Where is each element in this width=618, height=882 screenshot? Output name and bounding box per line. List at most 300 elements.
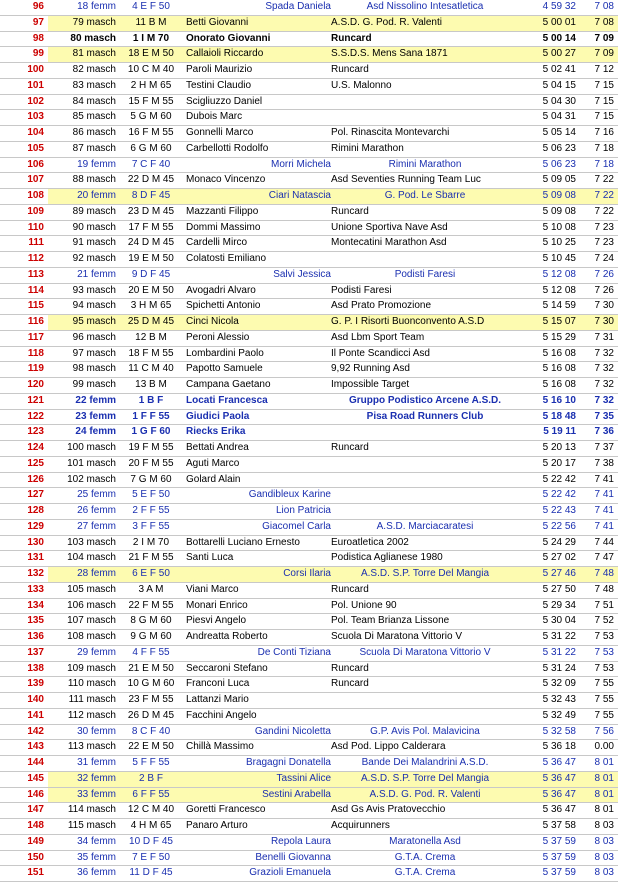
- result-row: [0, 47, 618, 63]
- category-rank-cell: 11 D F 45: [129, 867, 173, 879]
- gender-rank-cell: 31 femm: [77, 757, 116, 768]
- pace-cell: 8 01: [576, 787, 618, 803]
- result-row: [0, 456, 618, 472]
- pace-cell: 7 09: [576, 47, 618, 63]
- club-name-cell: Pol. Rinascita Montevarchi: [331, 127, 450, 138]
- gender-rank-cell: 82 masch: [72, 64, 116, 75]
- category-rank-cell: 7 C F 40: [131, 158, 171, 170]
- position-cell: 147: [27, 804, 44, 816]
- pace-cell: 7 55: [594, 678, 614, 690]
- finish-time-cell: 5 37 59: [542, 867, 576, 879]
- club-name-cell: Gruppo Podistico Arcene A.S.D.: [348, 394, 502, 406]
- pace-cell: 7 22: [576, 189, 618, 205]
- finish-time-cell: 5 02 41: [542, 64, 576, 75]
- position-cell: 140: [27, 694, 44, 705]
- gender-rank-cell: 24 femm: [75, 426, 116, 438]
- club-name-cell: Runcard: [331, 205, 369, 217]
- gender-rank-cell: 98 masch: [72, 363, 116, 375]
- gender-rank-cell: 114 masch: [67, 804, 116, 816]
- category-rank-cell: 7 G M 60: [130, 473, 172, 485]
- club-name-cell: Acquirunners: [331, 820, 390, 831]
- category-rank-cell: 1 F F 55: [132, 410, 170, 422]
- pace-cell: 7 32: [594, 379, 614, 390]
- athlete-name-cell: De Conti Tiziana: [257, 646, 331, 658]
- category-rank-cell: 13 B M: [135, 379, 167, 390]
- position-cell: 102: [27, 95, 44, 107]
- pace-cell: 7 26: [594, 268, 614, 280]
- category-rank-cell: 24 D M 45: [127, 237, 175, 249]
- pace-cell: 7 53: [594, 662, 614, 674]
- athlete-name-cell: Monari Enrico: [186, 599, 248, 611]
- result-row: [0, 425, 618, 441]
- athlete-name-cell: Chillà Massimo: [186, 741, 254, 753]
- result-row: [0, 771, 618, 787]
- result-row: [0, 267, 618, 283]
- gender-rank-cell: 29 femm: [77, 646, 116, 658]
- athlete-name-cell: Sestini Arabella: [186, 787, 331, 803]
- gender-rank-cell: 32 femm: [48, 771, 116, 787]
- result-row: [0, 362, 618, 378]
- category-rank-cell: 2 F F 55: [132, 505, 170, 516]
- position-cell: 123: [27, 426, 44, 438]
- position-cell: 126: [27, 473, 44, 485]
- result-row: [0, 110, 618, 126]
- club-name-cell: Il Ponte Scandicci Asd: [331, 347, 430, 359]
- finish-time-cell: 5 09 08: [519, 189, 576, 205]
- club-name-cell: Scuola Di Maratona Vittorio V: [331, 631, 462, 642]
- athlete-name-cell: Spada Daniela: [265, 1, 331, 12]
- athlete-name-cell: Spichetti Antonio: [186, 300, 261, 312]
- pace-cell: 7 53: [594, 631, 614, 642]
- athlete-name-cell: Aguti Marco: [186, 457, 240, 469]
- category-rank-cell: 12 C M 40: [127, 804, 175, 816]
- gender-rank-cell: 28 femm: [48, 567, 116, 583]
- pace-cell: 7 23: [594, 221, 614, 233]
- result-row: [0, 630, 618, 646]
- position-cell: 144: [27, 757, 44, 768]
- category-rank-cell: 21 F M 55: [128, 552, 174, 564]
- position-cell: 107: [27, 174, 44, 186]
- category-rank-cell: 10 G M 60: [127, 678, 175, 690]
- finish-time-cell: 5 22 42: [542, 473, 576, 485]
- finish-time-cell: 5 14 59: [542, 300, 576, 312]
- category-rank-cell: 7 E F 50: [132, 851, 170, 863]
- club-name-cell: A.S.D. S.P. Torre Del Mangia: [331, 771, 519, 787]
- pace-cell: 7 18: [594, 142, 614, 154]
- category-rank-cell: 4 E F 50: [132, 1, 170, 12]
- gender-rank-cell: 99 masch: [72, 379, 116, 390]
- category-rank-cell: 26 D M 45: [127, 709, 175, 721]
- athlete-name-cell: Piesvi Angelo: [186, 615, 247, 627]
- result-row: [0, 126, 618, 142]
- result-row: [0, 724, 618, 740]
- club-name-cell: 9,92 Running Asd: [331, 363, 410, 375]
- gender-rank-cell: 115 masch: [67, 820, 116, 831]
- club-name-cell: Asd Gs Avis Pratovecchio: [331, 804, 446, 816]
- category-rank-cell: 15 F M 55: [128, 95, 174, 107]
- gender-rank-cell: 92 masch: [72, 253, 116, 264]
- pace-cell: 7 24: [594, 253, 614, 264]
- finish-time-cell: 5 27 46: [519, 567, 576, 583]
- category-rank-cell: 22 E M 50: [128, 741, 174, 753]
- position-cell: 143: [27, 741, 44, 753]
- category-rank-cell: 20 F M 55: [128, 457, 174, 469]
- position-cell: 103: [27, 111, 44, 123]
- athlete-name-cell: Carbellotti Rodolfo: [186, 142, 269, 154]
- position-cell: 110: [27, 221, 44, 233]
- club-name-cell: Pol. Team Brianza Lissone: [331, 615, 450, 627]
- category-rank-cell: 1 G F 60: [131, 426, 171, 438]
- finish-time-cell: 5 22 56: [542, 520, 576, 532]
- athlete-name-cell: Callaioli Riccardo: [186, 47, 331, 63]
- athlete-name-cell: Golard Alain: [186, 473, 241, 485]
- gender-rank-cell: 106 masch: [67, 599, 116, 611]
- gender-rank-cell: 89 masch: [72, 205, 116, 217]
- gender-rank-cell: 101 masch: [67, 457, 116, 469]
- gender-rank-cell: 105 masch: [67, 583, 116, 595]
- club-name-cell: Runcard: [331, 662, 369, 674]
- position-cell: 104: [27, 127, 44, 138]
- pace-cell: 7 38: [594, 457, 614, 469]
- gender-rank-cell: 36 femm: [77, 867, 116, 879]
- position-cell: 131: [27, 552, 44, 564]
- pace-cell: 7 56: [594, 725, 614, 737]
- gender-rank-cell: 83 masch: [72, 79, 116, 91]
- pace-cell: 7 48: [594, 583, 614, 595]
- finish-time-cell: 5 12 08: [542, 268, 576, 280]
- category-rank-cell: 6 G M 60: [130, 142, 172, 154]
- finish-time-cell: 5 12 08: [542, 284, 576, 296]
- athlete-name-cell: Dubois Marc: [186, 111, 243, 123]
- athlete-name-cell: Lombardini Paolo: [186, 347, 264, 359]
- pace-cell: 7 26: [594, 284, 614, 296]
- athlete-name-cell: Dommi Massimo: [186, 221, 261, 233]
- position-cell: 135: [27, 615, 44, 627]
- category-rank-cell: 18 E M 50: [116, 47, 186, 63]
- club-name-cell: [331, 425, 519, 441]
- result-row: [0, 236, 618, 252]
- category-rank-cell: 8 D F 45: [116, 189, 186, 205]
- club-name-cell: Montecatini Marathon Asd: [331, 237, 447, 249]
- category-rank-cell: 16 F M 55: [128, 127, 174, 138]
- result-row: [0, 866, 618, 882]
- pace-cell: 7 55: [594, 709, 614, 721]
- finish-time-cell: 5 19 11: [543, 426, 576, 438]
- gender-rank-cell: 104 masch: [67, 552, 116, 564]
- result-row: [0, 819, 618, 835]
- finish-time-cell: 5 10 08: [542, 221, 576, 233]
- gender-rank-cell: 23 femm: [75, 410, 116, 422]
- position-cell: 98: [32, 32, 44, 44]
- result-row: [0, 598, 618, 614]
- finish-time-cell: 5 37 58: [542, 820, 576, 831]
- position-cell: 120: [27, 379, 44, 390]
- club-name-cell: G.P. Avis Pol. Malavicina: [370, 725, 480, 737]
- result-row: [0, 299, 618, 315]
- pace-cell: 7 32: [594, 347, 614, 359]
- finish-time-cell: 5 00 27: [519, 47, 576, 63]
- finish-time-cell: 5 30 04: [542, 615, 576, 627]
- club-name-cell: Unione Sportiva Nave Asd: [331, 221, 448, 233]
- position-cell: 128: [27, 505, 44, 516]
- pace-cell: 7 32: [594, 394, 614, 406]
- category-rank-cell: 11 B M: [116, 15, 186, 31]
- position-cell: 146: [0, 787, 48, 803]
- position-cell: 122: [27, 410, 44, 422]
- category-rank-cell: 22 D M 45: [127, 174, 175, 186]
- position-cell: 133: [27, 583, 44, 595]
- gender-rank-cell: 93 masch: [72, 284, 116, 296]
- athlete-name-cell: Ciari Natascia: [186, 189, 331, 205]
- athlete-name-cell: Salvi Jessica: [273, 268, 331, 280]
- gender-rank-cell: 107 masch: [67, 615, 116, 627]
- finish-time-cell: 5 10 45: [542, 253, 576, 264]
- category-rank-cell: 19 F M 55: [128, 442, 174, 453]
- gender-rank-cell: 27 femm: [77, 520, 116, 532]
- pace-cell: 7 35: [594, 410, 614, 422]
- position-cell: 150: [27, 851, 44, 863]
- result-row: [0, 834, 618, 850]
- pace-cell: 7 41: [594, 489, 614, 501]
- result-row: [0, 472, 618, 488]
- athlete-name-cell: Grazioli Emanuela: [249, 867, 331, 879]
- athlete-name-cell: Tassini Alice: [186, 771, 331, 787]
- result-row: [0, 614, 618, 630]
- result-row: [0, 15, 618, 31]
- pace-cell: 7 12: [594, 64, 614, 75]
- athlete-name-cell: Andreatta Roberto: [186, 631, 268, 642]
- gender-rank-cell: 109 masch: [67, 662, 116, 674]
- position-cell: 134: [27, 599, 44, 611]
- gender-rank-cell: 110 masch: [67, 678, 116, 690]
- club-name-cell: Scuola Di Maratona Vittorio V: [359, 646, 491, 658]
- result-row: [0, 693, 618, 709]
- club-name-cell: [331, 488, 519, 504]
- athlete-name-cell: Riecks Erika: [186, 426, 246, 438]
- gender-rank-cell: 25 femm: [77, 489, 116, 501]
- result-row: [0, 346, 618, 362]
- category-rank-cell: 22 F M 55: [128, 599, 174, 611]
- pace-cell: 7 52: [594, 615, 614, 627]
- result-row: [0, 330, 618, 346]
- club-name-cell: Rimini Marathon: [331, 142, 404, 154]
- athlete-name-cell: Repola Laura: [270, 835, 331, 847]
- result-row: [0, 787, 618, 803]
- finish-time-cell: 5 09 08: [542, 205, 576, 217]
- result-row: [0, 315, 618, 331]
- category-rank-cell: 11 C M 40: [128, 363, 174, 375]
- position-cell: 137: [27, 646, 44, 658]
- result-row: [0, 283, 618, 299]
- finish-time-cell: 5 10 25: [542, 237, 576, 249]
- club-name-cell: [331, 708, 519, 724]
- athlete-name-cell: Panaro Arturo: [186, 820, 248, 831]
- athlete-name-cell: Giacomel Carla: [262, 520, 331, 532]
- athlete-name-cell: Bottarelli Luciano Ernesto: [186, 536, 300, 548]
- result-row: [0, 393, 618, 409]
- finish-time-cell: 5 16 08: [542, 347, 576, 359]
- athlete-name-cell: Lattanzi Mario: [186, 694, 249, 705]
- category-rank-cell: 3 A M: [138, 583, 164, 595]
- result-row: [0, 63, 618, 79]
- result-row: [0, 582, 618, 598]
- athlete-name-cell: Morri Michela: [270, 158, 331, 170]
- gender-rank-cell: 90 masch: [72, 221, 116, 233]
- pace-cell: 7 16: [594, 127, 614, 138]
- gender-rank-cell: 80 masch: [70, 32, 116, 44]
- result-row: [0, 220, 618, 236]
- gender-rank-cell: 18 femm: [77, 1, 116, 12]
- pace-cell: 8 03: [594, 867, 614, 879]
- position-cell: 113: [27, 268, 44, 280]
- pace-cell: 7 30: [594, 300, 614, 312]
- gender-rank-cell: 97 masch: [72, 347, 116, 359]
- category-rank-cell: 2 I M 70: [132, 536, 170, 548]
- pace-cell: 8 01: [594, 757, 614, 768]
- athlete-name-cell: Bragagni Donatella: [245, 757, 331, 768]
- result-row: [0, 78, 618, 94]
- position-cell: 127: [27, 489, 44, 501]
- club-name-cell: Asd Lbm Sport Team: [331, 331, 425, 343]
- position-cell: 141: [27, 709, 44, 721]
- gender-rank-cell: 20 femm: [48, 189, 116, 205]
- gender-rank-cell: 26 femm: [77, 505, 116, 516]
- finish-time-cell: 5 36 47: [519, 787, 576, 803]
- athlete-name-cell: Corsi Ilaria: [186, 567, 331, 583]
- club-name-cell: G.T.A. Crema: [394, 851, 456, 863]
- gender-rank-cell: 96 masch: [72, 331, 116, 343]
- position-cell: 116: [0, 315, 48, 331]
- finish-time-cell: 5 06 23: [542, 158, 576, 170]
- result-row: [0, 551, 618, 567]
- club-name-cell: Asd Seventies Running Team Luc: [331, 174, 481, 186]
- category-rank-cell: 19 E M 50: [128, 253, 174, 264]
- club-name-cell: Pol. Unione 90: [331, 599, 397, 611]
- finish-time-cell: 5 06 23: [542, 142, 576, 154]
- result-row: [0, 756, 618, 772]
- gender-rank-cell: 91 masch: [72, 237, 116, 249]
- category-rank-cell: 21 E M 50: [128, 662, 174, 674]
- club-name-cell: Podistica Aglianese 1980: [331, 552, 443, 564]
- club-name-cell: Euroatletica 2002: [331, 536, 409, 548]
- finish-time-cell: 5 36 47: [519, 771, 576, 787]
- finish-time-cell: 5 37 59: [542, 835, 576, 847]
- pace-cell: 0.00: [594, 741, 614, 753]
- athlete-name-cell: Franconi Luca: [186, 678, 250, 690]
- club-name-cell: A.S.D. G. Pod. R. Valenti: [331, 15, 519, 31]
- category-rank-cell: 5 E F 50: [132, 489, 170, 501]
- pace-cell: 7 09: [594, 32, 614, 44]
- club-name-cell: A.S.D. Marciacaratesi: [376, 520, 474, 532]
- athlete-name-cell: Viani Marco: [186, 583, 239, 595]
- pace-cell: 8 03: [594, 835, 614, 847]
- athlete-name-cell: Cinci Nicola: [186, 315, 331, 331]
- position-cell: 105: [27, 142, 44, 154]
- pace-cell: 7 55: [594, 694, 614, 705]
- result-row: [0, 141, 618, 157]
- result-row: [0, 204, 618, 220]
- category-rank-cell: 25 D M 45: [116, 315, 186, 331]
- result-row: [0, 488, 618, 504]
- pace-cell: 7 41: [594, 505, 614, 516]
- club-name-cell: G. Pod. Le Sbarre: [331, 189, 519, 205]
- position-cell: 136: [27, 631, 44, 642]
- finish-time-cell: 5 22 43: [542, 505, 576, 516]
- athlete-name-cell: Giudici Paola: [186, 410, 250, 422]
- pace-cell: 7 31: [594, 331, 614, 343]
- finish-time-cell: 5 31 22: [542, 631, 576, 642]
- result-row: [0, 740, 618, 756]
- result-row: [0, 94, 618, 110]
- finish-time-cell: 5 31 24: [542, 662, 576, 674]
- gender-rank-cell: 100 masch: [67, 442, 116, 453]
- result-row: [0, 645, 618, 661]
- athlete-name-cell: Bettati Andrea: [186, 442, 249, 453]
- position-cell: 149: [27, 835, 44, 847]
- result-row: [0, 409, 618, 425]
- finish-time-cell: 5 36 18: [542, 741, 576, 753]
- position-cell: 97: [0, 15, 48, 31]
- gender-rank-cell: 113 masch: [67, 741, 116, 753]
- gender-rank-cell: 86 masch: [72, 127, 116, 138]
- position-cell: 96: [32, 1, 44, 12]
- athlete-name-cell: Cardelli Mirco: [186, 237, 248, 249]
- position-cell: 130: [27, 536, 44, 548]
- position-cell: 119: [27, 363, 44, 375]
- gender-rank-cell: 112 masch: [67, 709, 116, 721]
- result-row: [0, 535, 618, 551]
- result-row: [0, 157, 618, 173]
- finish-time-cell: 5 16 08: [542, 379, 576, 390]
- finish-time-cell: 5 04 30: [542, 95, 576, 107]
- club-name-cell: [331, 110, 519, 126]
- club-name-cell: Podisti Faresi: [394, 268, 456, 280]
- gender-rank-cell: 87 masch: [72, 142, 116, 154]
- gender-rank-cell: 111 masch: [68, 694, 116, 705]
- club-name-cell: Rimini Marathon: [388, 158, 462, 170]
- athlete-name-cell: Goretti Francesco: [186, 804, 266, 816]
- pace-cell: 7 08: [576, 15, 618, 31]
- pace-cell: 8 03: [594, 851, 614, 863]
- category-rank-cell: 1 I M 70: [132, 32, 170, 44]
- position-cell: 138: [27, 662, 44, 674]
- category-rank-cell: 3 F F 55: [132, 520, 170, 532]
- finish-time-cell: 5 15 07: [519, 315, 576, 331]
- gender-rank-cell: 95 masch: [48, 315, 116, 331]
- finish-time-cell: 5 16 10: [542, 394, 576, 406]
- club-name-cell: [331, 504, 519, 520]
- pace-cell: 8 01: [576, 771, 618, 787]
- category-rank-cell: 23 D M 45: [127, 205, 175, 217]
- club-name-cell: Asd Pod. Lippo Calderara: [331, 741, 446, 753]
- athlete-name-cell: Lion Patricia: [275, 505, 331, 516]
- finish-time-cell: 5 00 01: [519, 15, 576, 31]
- gender-rank-cell: 88 masch: [72, 174, 116, 186]
- gender-rank-cell: 19 femm: [77, 158, 116, 170]
- finish-time-cell: 5 05 14: [542, 127, 576, 138]
- pace-cell: 7 15: [594, 79, 614, 91]
- pace-cell: 8 03: [594, 820, 614, 831]
- athlete-name-cell: Facchini Angelo: [186, 709, 257, 721]
- position-cell: 99: [0, 47, 48, 63]
- athlete-name-cell: Colatosti Emiliano: [186, 253, 267, 264]
- position-cell: 101: [27, 79, 44, 91]
- result-row: [0, 0, 618, 15]
- athlete-name-cell: Avogadri Alvaro: [186, 284, 256, 296]
- gender-rank-cell: 35 femm: [77, 851, 116, 863]
- result-row: [0, 567, 618, 583]
- category-rank-cell: 6 F F 55: [116, 787, 186, 803]
